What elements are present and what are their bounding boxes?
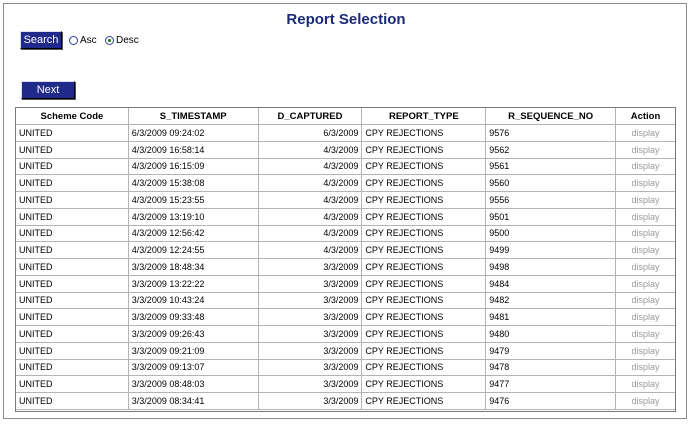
cell-s-timestamp: 4/3/2009 15:23:55 bbox=[128, 192, 258, 209]
display-link[interactable]: display bbox=[616, 376, 676, 393]
cell-s-timestamp: 3/3/2009 09:21:09 bbox=[128, 342, 258, 359]
cell-d-captured: 3/3/2009 bbox=[258, 275, 362, 292]
cell-r-sequence-no: 9478 bbox=[486, 359, 616, 376]
cell-report-type: CPY REJECTIONS bbox=[362, 225, 486, 242]
cell-d-captured: 3/3/2009 bbox=[258, 326, 362, 343]
cell-scheme-code: UNITED bbox=[16, 292, 129, 309]
cell-report-type: CPY REJECTIONS bbox=[362, 158, 486, 175]
cell-report-type: CPY REJECTIONS bbox=[362, 309, 486, 326]
cell-scheme-code: UNITED bbox=[16, 309, 129, 326]
table-row bbox=[16, 393, 676, 410]
cell-r-sequence-no: 9479 bbox=[486, 342, 616, 359]
cell-s-timestamp: 3/3/2009 09:26:43 bbox=[128, 326, 258, 343]
cell-d-captured: 3/3/2009 bbox=[258, 359, 362, 376]
cell-report-type: CPY REJECTIONS bbox=[362, 175, 486, 192]
cell-scheme-code: UNITED bbox=[16, 326, 129, 343]
cell-report-type: CPY REJECTIONS bbox=[362, 376, 486, 393]
cell-report-type: CPY REJECTIONS bbox=[362, 342, 486, 359]
cell-d-captured: 4/3/2009 bbox=[258, 242, 362, 259]
cell-scheme-code: UNITED bbox=[16, 259, 129, 276]
header-action: Action bbox=[616, 108, 676, 125]
cell-report-type: CPY REJECTIONS bbox=[362, 359, 486, 376]
sort-desc-option[interactable] bbox=[105, 35, 139, 46]
cell-r-sequence-no: 9476 bbox=[486, 393, 616, 410]
sort-asc-label: Asc bbox=[80, 35, 97, 46]
cell-d-captured: 3/3/2009 bbox=[258, 342, 362, 359]
cell-r-sequence-no: 9481 bbox=[486, 309, 616, 326]
cell-s-timestamp: 3/3/2009 09:33:48 bbox=[128, 309, 258, 326]
cell-scheme-code: UNITED bbox=[16, 125, 129, 142]
cell-s-timestamp: 3/3/2009 10:43:24 bbox=[128, 292, 258, 309]
cell-s-timestamp: 3/3/2009 13:22:22 bbox=[128, 275, 258, 292]
cell-d-captured: 4/3/2009 bbox=[258, 225, 362, 242]
cell-r-sequence-no: 9561 bbox=[486, 158, 616, 175]
cell-scheme-code: UNITED bbox=[16, 342, 129, 359]
next-button[interactable]: Next bbox=[21, 81, 75, 99]
cell-d-captured: 4/3/2009 bbox=[258, 192, 362, 209]
cell-report-type: CPY REJECTIONS bbox=[362, 326, 486, 343]
cell-report-type: CPY REJECTIONS bbox=[362, 141, 486, 158]
display-link[interactable]: display bbox=[616, 175, 676, 192]
cell-s-timestamp: 3/3/2009 08:48:03 bbox=[128, 376, 258, 393]
cell-r-sequence-no: 9477 bbox=[486, 376, 616, 393]
sort-asc-option[interactable] bbox=[69, 35, 97, 46]
sort-desc-radio-icon[interactable] bbox=[105, 36, 114, 45]
cell-r-sequence-no: 9576 bbox=[486, 125, 616, 142]
sort-asc-radio-icon[interactable] bbox=[69, 36, 78, 45]
table-row bbox=[16, 208, 676, 225]
header-report-type: REPORT_TYPE bbox=[362, 108, 486, 125]
display-link[interactable]: display bbox=[616, 309, 676, 326]
cell-scheme-code: UNITED bbox=[16, 242, 129, 259]
cell-r-sequence-no: 9560 bbox=[486, 175, 616, 192]
display-link[interactable]: display bbox=[616, 192, 676, 209]
display-link[interactable]: display bbox=[616, 158, 676, 175]
display-link[interactable]: display bbox=[616, 141, 676, 158]
display-link[interactable]: display bbox=[616, 275, 676, 292]
display-link[interactable]: display bbox=[616, 242, 676, 259]
header-r-sequence-no: R_SEQUENCE_NO bbox=[486, 108, 616, 125]
cell-s-timestamp: 4/3/2009 12:24:55 bbox=[128, 242, 258, 259]
display-link[interactable]: display bbox=[616, 326, 676, 343]
cell-s-timestamp: 4/3/2009 12:56:42 bbox=[128, 225, 258, 242]
cell-report-type: CPY REJECTIONS bbox=[362, 393, 486, 410]
cell-d-captured: 3/3/2009 bbox=[258, 309, 362, 326]
table-row bbox=[16, 225, 676, 242]
cell-s-timestamp: 4/3/2009 16:58:14 bbox=[128, 141, 258, 158]
display-link[interactable]: display bbox=[616, 225, 676, 242]
display-link[interactable]: display bbox=[616, 393, 676, 410]
page-title: Report Selection bbox=[286, 11, 406, 28]
cell-report-type: CPY REJECTIONS bbox=[362, 125, 486, 142]
table-row bbox=[16, 292, 676, 309]
report-table bbox=[15, 107, 676, 410]
table-row bbox=[16, 359, 676, 376]
table-row bbox=[16, 141, 676, 158]
cell-report-type: CPY REJECTIONS bbox=[362, 242, 486, 259]
cell-report-type: CPY REJECTIONS bbox=[362, 292, 486, 309]
cell-s-timestamp: 3/3/2009 09:13:07 bbox=[128, 359, 258, 376]
cell-d-captured: 4/3/2009 bbox=[258, 175, 362, 192]
table-row bbox=[16, 342, 676, 359]
cell-scheme-code: UNITED bbox=[16, 141, 129, 158]
cell-d-captured: 4/3/2009 bbox=[258, 158, 362, 175]
table-row bbox=[16, 275, 676, 292]
cell-d-captured: 3/3/2009 bbox=[258, 292, 362, 309]
sort-desc-label: Desc bbox=[116, 35, 139, 46]
cell-scheme-code: UNITED bbox=[16, 208, 129, 225]
cell-s-timestamp: 3/3/2009 08:34:41 bbox=[128, 393, 258, 410]
search-button[interactable]: Search bbox=[20, 31, 62, 49]
cell-report-type: CPY REJECTIONS bbox=[362, 259, 486, 276]
table-header-row bbox=[16, 108, 676, 125]
table-row bbox=[16, 192, 676, 209]
cell-r-sequence-no: 9501 bbox=[486, 208, 616, 225]
header-scheme-code: Scheme Code bbox=[16, 108, 129, 125]
display-link[interactable]: display bbox=[616, 342, 676, 359]
cell-s-timestamp: 3/3/2009 18:48:34 bbox=[128, 259, 258, 276]
cell-s-timestamp: 4/3/2009 13:19:10 bbox=[128, 208, 258, 225]
header-d-captured: D_CAPTURED bbox=[258, 108, 362, 125]
table-row bbox=[16, 242, 676, 259]
cell-scheme-code: UNITED bbox=[16, 175, 129, 192]
cell-scheme-code: UNITED bbox=[16, 393, 129, 410]
cell-scheme-code: UNITED bbox=[16, 376, 129, 393]
display-link[interactable]: display bbox=[616, 208, 676, 225]
display-link[interactable]: display bbox=[616, 125, 676, 142]
table-row bbox=[16, 376, 676, 393]
display-link[interactable]: display bbox=[616, 292, 676, 309]
cell-scheme-code: UNITED bbox=[16, 359, 129, 376]
cell-scheme-code: UNITED bbox=[16, 225, 129, 242]
cell-d-captured: 3/3/2009 bbox=[258, 376, 362, 393]
display-link[interactable]: display bbox=[616, 259, 676, 276]
cell-report-type: CPY REJECTIONS bbox=[362, 275, 486, 292]
cell-s-timestamp: 6/3/2009 09:24:02 bbox=[128, 125, 258, 142]
cell-s-timestamp: 4/3/2009 16:15:09 bbox=[128, 158, 258, 175]
cell-d-captured: 3/3/2009 bbox=[258, 393, 362, 410]
table-row bbox=[16, 125, 676, 142]
cell-report-type: CPY REJECTIONS bbox=[362, 192, 486, 209]
cell-d-captured: 4/3/2009 bbox=[258, 208, 362, 225]
cell-d-captured: 4/3/2009 bbox=[258, 141, 362, 158]
display-link[interactable]: display bbox=[616, 359, 676, 376]
cell-s-timestamp: 4/3/2009 15:38:08 bbox=[128, 175, 258, 192]
header-s-timestamp: S_TIMESTAMP bbox=[128, 108, 258, 125]
cell-r-sequence-no: 9556 bbox=[486, 192, 616, 209]
cell-d-captured: 6/3/2009 bbox=[258, 125, 362, 142]
cell-scheme-code: UNITED bbox=[16, 158, 129, 175]
cell-r-sequence-no: 9484 bbox=[486, 275, 616, 292]
cell-report-type: CPY REJECTIONS bbox=[362, 208, 486, 225]
table-row bbox=[16, 259, 676, 276]
report-frame bbox=[3, 3, 687, 419]
cell-r-sequence-no: 9480 bbox=[486, 326, 616, 343]
table-row bbox=[16, 175, 676, 192]
table-row bbox=[16, 309, 676, 326]
cell-r-sequence-no: 9482 bbox=[486, 292, 616, 309]
table-row bbox=[16, 158, 676, 175]
table-row bbox=[16, 326, 676, 343]
cell-scheme-code: UNITED bbox=[16, 275, 129, 292]
cell-r-sequence-no: 9499 bbox=[486, 242, 616, 259]
cell-r-sequence-no: 9500 bbox=[486, 225, 616, 242]
cell-r-sequence-no: 9562 bbox=[486, 141, 616, 158]
cell-d-captured: 3/3/2009 bbox=[258, 259, 362, 276]
cell-r-sequence-no: 9498 bbox=[486, 259, 616, 276]
cell-scheme-code: UNITED bbox=[16, 192, 129, 209]
